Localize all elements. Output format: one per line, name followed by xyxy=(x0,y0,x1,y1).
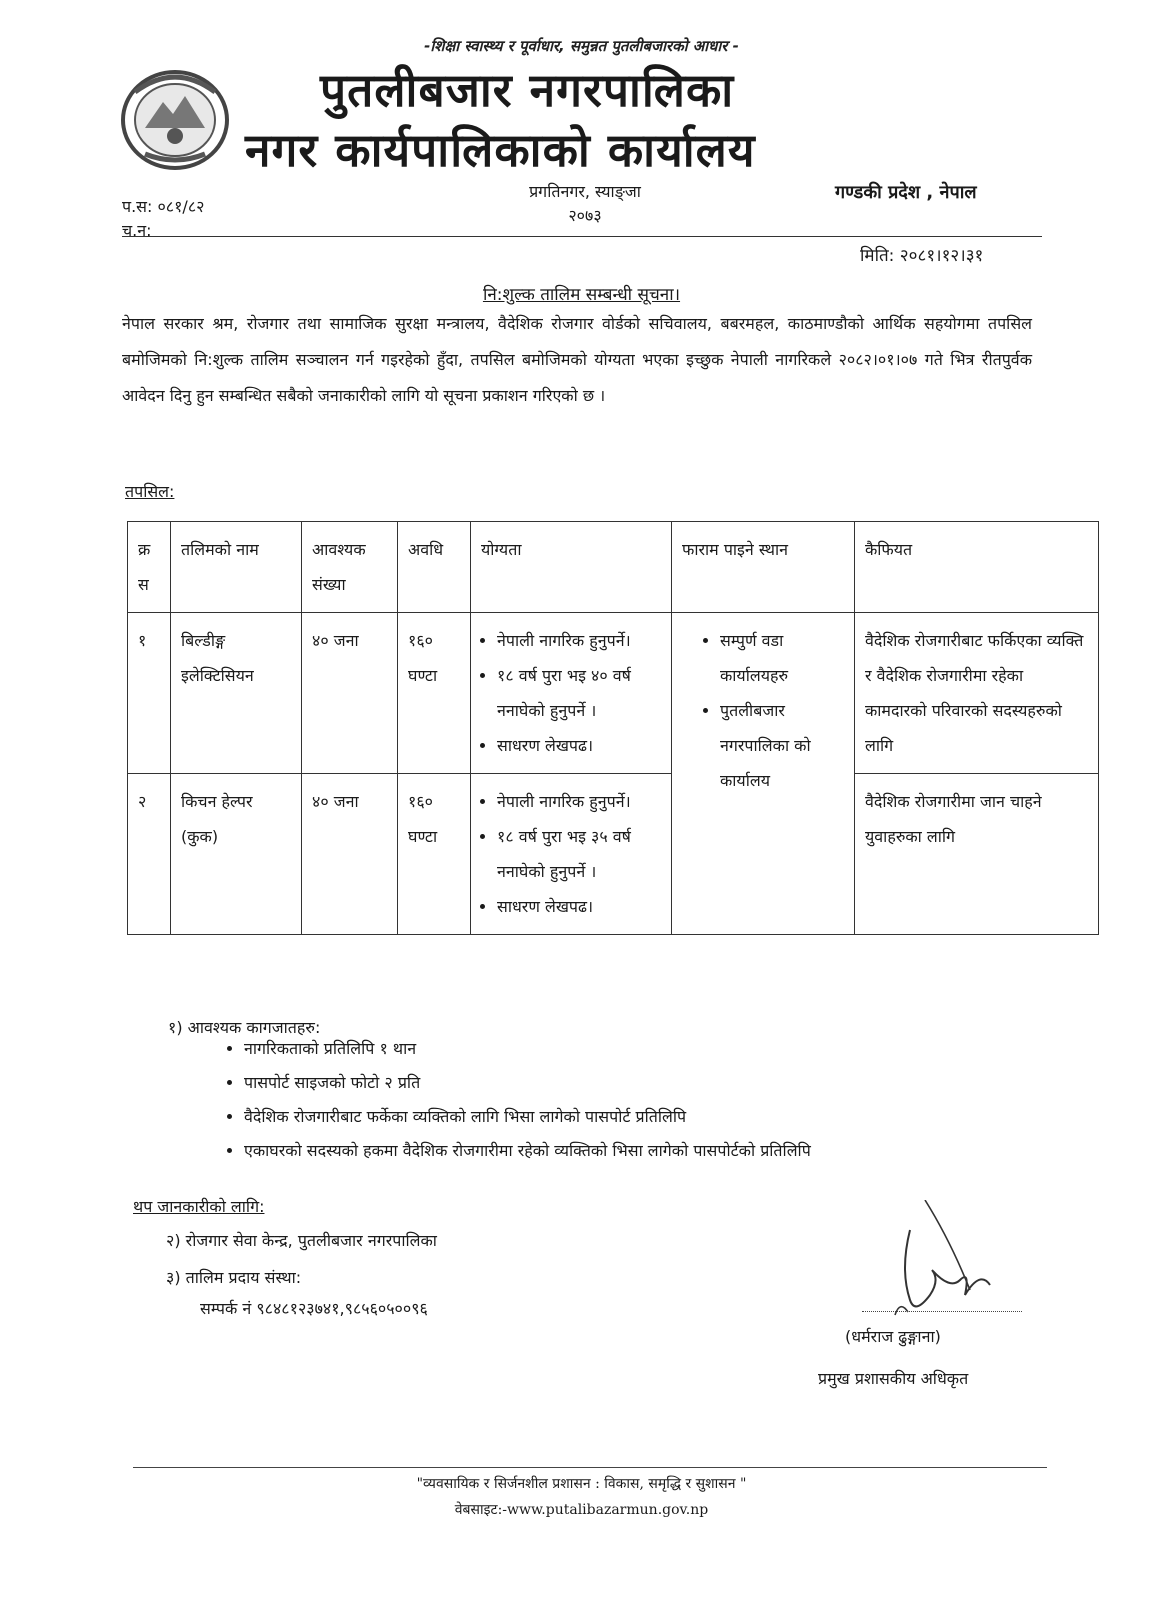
established-year: २०७३ xyxy=(568,206,602,225)
training-provider: ३) तालिम प्रदाय संस्था: xyxy=(166,1268,302,1287)
row-duration: १६० घण्टा xyxy=(398,774,471,935)
document-item: • एकाघरको सदस्यको हकमा वैदेशिक रोजगारीमा रहेको व्यक्तिको भिसा लागेको पासपोर्टको प्रतिलिपि xyxy=(244,1134,811,1168)
signatory-title: प्रमुख प्रशासकीय अधिकृत xyxy=(818,1369,969,1388)
footer-website: वेबसाइट:-www.putalibazarmun.gov.np xyxy=(454,1502,709,1518)
documents-heading: १) आवश्यक कागजातहरु: xyxy=(168,1018,321,1037)
header-name: तलिमको नाम xyxy=(171,522,302,613)
notice-date: मिति: २०८१।१२।३१ xyxy=(860,246,984,266)
documents-list xyxy=(222,1032,811,1168)
row-duration: १६० घण्टा xyxy=(398,613,471,774)
office-address xyxy=(510,180,660,228)
office-title-line1: पुतलीबजार नगरपालिका xyxy=(320,63,735,117)
row-qualifications xyxy=(471,613,672,774)
employment-center: २) रोजगार सेवा केन्द्र, पुतलीबजार नगरपालिका xyxy=(166,1231,437,1250)
row-qualifications xyxy=(471,774,672,935)
header-slogan: -शिक्षा स्वास्थ्य र पूर्वाधार, समुन्नत पुतलीबजारको आधार - xyxy=(424,37,739,55)
qualification-item: • साधरण लेखपढ। xyxy=(497,889,661,924)
nepal-emblem-icon xyxy=(115,62,235,174)
qualification-item: • १८ वर्ष पुरा भइ ३५ वर्ष ननाघेको हुनुपर्ने । xyxy=(497,819,661,889)
row-training-name: बिल्डीङ्ग इलेक्टिसियन xyxy=(171,613,302,774)
document-item: • नागरिकताको प्रतिलिपि १ थान xyxy=(244,1032,811,1066)
table-row xyxy=(128,613,1099,774)
form-place-cell xyxy=(672,613,855,935)
header-divider xyxy=(122,236,1042,237)
qualification-item: • नेपाली नागरिक हुनुपर्ने। xyxy=(497,623,661,658)
header-qualification: योग्यता xyxy=(471,522,672,613)
contact-numbers: सम्पर्क नं ९८४८१२३७४१,९८५६०५००९६ xyxy=(200,1299,428,1318)
qualification-item: • नेपाली नागरिक हुनुपर्ने। xyxy=(497,784,661,819)
row-count: ४० जना xyxy=(302,774,398,935)
header-duration: अवधि xyxy=(398,522,471,613)
office-title-line2: नगर कार्यपालिकाको कार्यालय xyxy=(245,123,756,177)
header-remarks: कैफियत xyxy=(855,522,1099,613)
row-remarks: वैदेशिक रोजगारीबाट फर्किएका व्यक्ति र वैदेशिक रोजगारीमा रहेका कामदारको परिवारको सदस्यहरुको लागि xyxy=(855,613,1099,774)
header-count: आवश्यक संख्या xyxy=(302,522,398,613)
qualification-item: • साधरण लेखपढ। xyxy=(497,728,661,763)
chalani-number: च.न: xyxy=(122,221,152,240)
row-sn: १ xyxy=(128,613,171,774)
header-sn: क्र स xyxy=(128,522,171,613)
row-count: ४० जना xyxy=(302,613,398,774)
footer-slogan: "व्यवसायिक र सिर्जनशील प्रशासन : विकास, समृद्धि र सुशासन " xyxy=(416,1476,747,1492)
document-item: • पासपोर्ट साइजको फोटो २ प्रति xyxy=(244,1066,811,1100)
form-place-item: • सम्पुर्ण वडा कार्यालयहरु xyxy=(720,623,844,693)
more-info-label: थप जानकारीको लागि: xyxy=(133,1197,265,1216)
training-table xyxy=(127,521,1099,935)
row-training-name: किचन हेल्पर (कुक) xyxy=(171,774,302,935)
notice-title: नि:शुल्क तालिम सम्बन्धी सूचना। xyxy=(482,285,681,305)
form-place-item: • पुतलीबजार नगरपालिका को कार्यालय xyxy=(720,693,844,798)
row-sn: २ xyxy=(128,774,171,935)
header-form-place: फाराम पाइने स्थान xyxy=(672,522,855,613)
signatory-name: (धर्मराज ढुङ्गाना) xyxy=(845,1327,941,1346)
address-line: प्रगतिनगर, स्याङ्जा xyxy=(529,182,641,201)
table-row xyxy=(128,774,1099,935)
footer-divider xyxy=(133,1467,1047,1468)
notice-body: नेपाल सरकार श्रम, रोजगार तथा सामाजिक सुरक्षा मन्त्रालय, वैदेशिक रोजगार वोर्डको सचिवालय, बबरमहल, काठमाण्डौको आर्थिक सहयोगमा तपसिल बमोजिमको नि:शुल्क तालिम सञ्चालन गर्न गइरहेको हुँदा, तपसिल बमोजिमको योग्यता भएका इच्छुक नेपाली नागरिकले २०८२।०१।०७ गते भित्र रीतपुर्वक आवेदन दिनु हुन सम्बन्धित सबैको जनाकारीको लागि यो सूचना प्रकाशन गरिएको छ । xyxy=(122,314,1032,405)
row-remarks: वैदेशिक रोजगारीमा जान चाहने युवाहरुका लागि xyxy=(855,774,1099,935)
province: गण्डकी प्रदेश , नेपाल xyxy=(835,182,977,203)
signature-line xyxy=(862,1311,1022,1312)
tapasil-label: तपसिल: xyxy=(125,482,175,501)
qualification-item: • १८ वर्ष पुरा भइ ४० वर्ष ननाघेको हुनुपर्ने । xyxy=(497,658,661,728)
table-header-row xyxy=(128,522,1099,613)
document-item: • वैदेशिक रोजगारीबाट फर्केका व्यक्तिको लागि भिसा लागेको पासपोर्ट प्रतिलिपि xyxy=(244,1100,811,1134)
patra-sankhya: प.स: ०८१/८२ xyxy=(122,197,205,216)
